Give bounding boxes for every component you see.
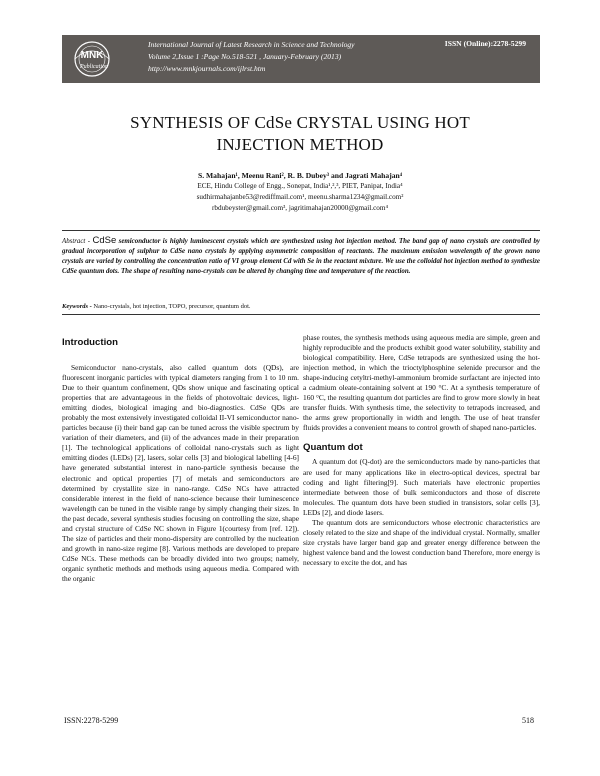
author-emails-2: rbdubeyster@gmail.com³, jagritimahajan20000@gmail.com⁴ — [212, 204, 388, 212]
title-line-2: INJECTION METHOD — [216, 135, 384, 154]
divider-top — [62, 230, 540, 231]
right-column — [303, 333, 540, 568]
title-line-1: SYNTHESIS OF CdSe CRYSTAL USING HOT — [130, 113, 470, 132]
abstract — [62, 236, 540, 277]
journal-url[interactable]: http://www.mnkjournals.com/ijlrst.htm — [148, 64, 266, 73]
online-issn: ISSN (Online):2278-5299 — [444, 39, 526, 48]
journal-header — [62, 35, 540, 83]
abstract-label: Abstract - — [62, 238, 91, 245]
quantum-dot-heading: Quantum dot — [303, 442, 363, 454]
quantum-dot-paragraph-2: The quantum dots are semiconductors whose electronic characteristics are closely related to the size and shape of the individual crystal. Normally, smaller size crystals have larger band gap and greater energy difference between the highest valence band and the lowest conduction band Therefore, more energy is necessary to excite the dot, and has — [303, 517, 540, 567]
mnk-logo — [70, 39, 146, 79]
page-number: 518 — [522, 716, 534, 725]
author-block — [100, 170, 500, 214]
abstract-text: semiconductor is highly luminescent crystals which are synthesized using hot injection method. The band gap of nano crystals are controlled by gradual incorporation of sulphur to CdSe nano crystals by applying asymmetric composition of reactants. The maximum emission wavelength of the grown nano crystals are varied by controlling the concentration ratio of VI group element Cd with Se in the reactant mixture. We use the colloidal hot injection method to synthesize CdSe quantum dots. The shape of resulting nano-crystals can be altered by changing time and temperature of the reaction. — [62, 238, 540, 275]
footer-issn: ISSN:2278-5299 — [64, 716, 119, 725]
journal-name: International Journal of Latest Research in Science and Technology — [148, 40, 355, 49]
author-affiliation: ECE, Hindu College of Engg., Sonepat, India¹,²,³, PIET, Panipat, India⁴ — [197, 182, 403, 190]
journal-info — [148, 39, 448, 75]
divider-bottom — [62, 314, 540, 315]
left-column — [62, 336, 299, 584]
paper-title — [60, 112, 540, 156]
synthesis-paragraph: phase routes, the synthesis methods using aqueous media are simple, green and highly reproducible and the products exhibit good water solubility, stability and biological compatibility. Here, CdSe tetrapods are synthesized using the hot-injection method, in which the trioctylphosphine selenide precursor and the shape-inducing cetyltri-methyl-ammonium bromide surfactant are injected into a cadmium oleate-containing solvent at 190 °C. At a synthesis temperature of 160 °C, the resulting quantum dot particles are find to grow more slowly in heat transfer fluids. With synthesis time, the selectivity to tetrapods increased, and the arms grew proportionally in width and length. The use of heat transfer fluids provides a convenient means to control growth of shaped nano-particles. — [303, 333, 540, 433]
abstract-lead: CdSe — [92, 235, 117, 246]
svg-text:MNK: MNK — [80, 50, 104, 61]
keywords-label: Keywords - — [62, 303, 92, 310]
intro-heading: Introduction — [62, 337, 118, 348]
svg-text:Publication: Publication — [80, 64, 108, 70]
keywords-text: Nano-crystals, hot injection, TOPO, precursor, quantum dot. — [93, 303, 251, 310]
author-names: S. Mahajan¹, Meenu Rani², R. B. Dubey³ and Jagrati Mahajan⁴ — [197, 171, 403, 180]
keywords — [62, 302, 540, 311]
quantum-dot-paragraph-1: A quantum dot (Q-dot) are the semiconductors made by nano-particles that are used for many applications like in electro-optical devices, spectral bar coding and light filtering[9]. Such materials have electronic properties intermediate between those of bulk semiconductors and those of discrete molecules. The quantum dots have been studied in transistors, solar cells [3], LEDs [2], and diode lasers. — [303, 457, 540, 517]
journal-volume: Volume 2,Issue 1 :Page No.518-521 , January-February (2013) — [148, 52, 342, 61]
intro-paragraph: Semiconductor nano-crystals, also called quantum dots (QDs), are fluorescent inorganic particles with typical diameters ranging from 1 to 10 nm. Due to their quantum confinement, QDs show unique and fascinating optical properties that are advantageous in the fields of photovoltaic devices, light-emitting diodes, biological imaging and bio-diagnostics. CdSe QDs are probably the most extensively investigated colloidal II-VI semiconductor nano-particles because (i) their band gap can be tuned across the visible spectrum by variation of their diameters, and (ii) of the advances made in their preparation [1]. The technological applications of colloidal nano-crystals such as light emitting diodes (LEDs) [2], lasers, solar cells [3] and biological labelling [4-6] have generated substantial interest in nano-particle synthesis because the electronic and optical properties [7] of metals and semiconductors are determined by crystallite size in nano-range. CdSe NCs have attracted considerable interest in the field of nano-science because their luminescence wavelength can be tuned in the visible range by simply changing their sizes. In the past decade, several synthesis studies focusing on controlling the size, shape and crystal structure of CdSe NC shown in Figure 1(courtesy from [ref. 12]). The size of particles and their mono-dispersity are controlled by the nucleation and growth in nano-size regime [8]. Various methods are developed to prepare CdSe NCs. These methods can be broadly divided into two groups; namely, organic synthetic methods and methods using aqueous media. Compared with the organic — [62, 363, 299, 583]
author-emails-1: sudhirmahajanbe53@rediffmail.com¹, meenu.sharma1234@gmail.com² — [196, 193, 404, 201]
